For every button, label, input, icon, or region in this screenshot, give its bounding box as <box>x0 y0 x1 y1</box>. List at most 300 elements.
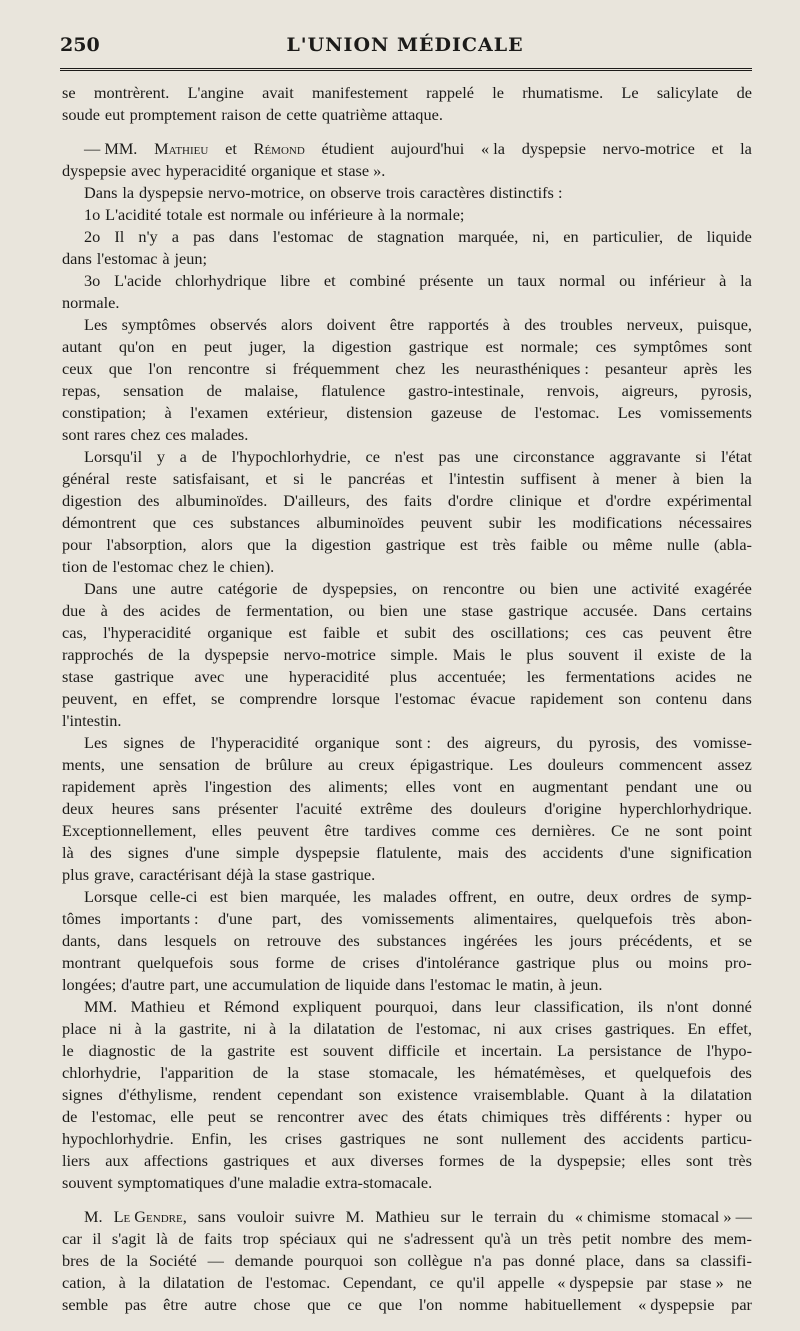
word: pas <box>438 447 461 466</box>
word: crises <box>284 1129 322 1148</box>
word: dilatation <box>690 1085 752 1104</box>
word: jeun. <box>570 975 603 994</box>
word: augmentant <box>532 777 609 796</box>
word: Le <box>621 83 639 102</box>
word: particulier, <box>592 227 664 246</box>
word: flatulence <box>321 381 386 400</box>
word: alors <box>201 535 233 554</box>
word: l'estomac, <box>415 1019 481 1038</box>
word: Rémond <box>253 139 305 158</box>
word: le <box>471 1207 484 1226</box>
word: outre, <box>536 887 575 906</box>
word: gastrite <box>227 1041 276 1060</box>
word: peut <box>203 337 232 356</box>
word: l'estomac <box>272 227 334 246</box>
word: sous <box>229 953 259 972</box>
word: neurasthéniques : <box>475 359 589 378</box>
word: vomissements <box>361 909 455 928</box>
word: se <box>738 931 752 950</box>
text-line <box>62 864 752 886</box>
word: de <box>148 645 164 664</box>
word: une <box>422 601 447 620</box>
word: d'intolérance <box>415 953 500 972</box>
word: de <box>265 105 282 124</box>
word: en <box>132 689 148 708</box>
word: une <box>132 579 156 598</box>
word: maladie <box>268 1173 321 1192</box>
text-line <box>62 1272 752 1294</box>
word: ce <box>347 1295 362 1314</box>
word: les <box>733 359 752 378</box>
word: pancréas <box>348 469 406 488</box>
word: être <box>389 315 415 334</box>
word: malaise, <box>244 381 299 400</box>
word: et <box>577 491 590 510</box>
text-line <box>62 160 752 182</box>
word: stase <box>274 865 307 884</box>
word: elles <box>640 1151 671 1170</box>
word: classifi- <box>700 1251 752 1270</box>
word: à <box>719 271 727 290</box>
word: pesanteur <box>604 359 668 378</box>
word: gastrique <box>515 953 576 972</box>
word: après <box>683 359 718 378</box>
word: démontrent <box>62 513 137 532</box>
word: l'absorption, <box>106 535 187 554</box>
word: de <box>215 601 231 620</box>
word: gastro-intestinale, <box>407 381 525 400</box>
word: aux <box>331 1151 355 1170</box>
word: de <box>234 755 251 774</box>
word: donné <box>712 997 752 1016</box>
word: aujourd'hui <box>390 139 465 158</box>
word: pendant <box>625 777 678 796</box>
word: plus <box>389 667 417 686</box>
word: MM. <box>84 997 118 1016</box>
word: juger, <box>249 337 286 356</box>
word: moins <box>668 953 709 972</box>
word: gastrique <box>385 535 446 554</box>
word: donné <box>535 1251 576 1270</box>
word: le <box>495 975 508 994</box>
word: l'intestin. <box>62 711 122 730</box>
word: là <box>156 1229 168 1248</box>
word: s'adressent <box>404 1229 474 1248</box>
word: effet, <box>718 1019 752 1038</box>
word: pro- <box>724 953 752 972</box>
word: ingérées <box>463 931 518 950</box>
text-line <box>62 798 752 820</box>
word: bien <box>695 469 724 488</box>
word: gastrique <box>114 667 174 686</box>
word: d'une <box>619 843 655 862</box>
word: ces <box>585 623 607 642</box>
word: de <box>736 83 752 102</box>
paragraph-gap <box>62 1194 752 1206</box>
word: à <box>377 205 386 224</box>
word: de <box>387 1019 403 1038</box>
word: l'estomac <box>112 557 174 576</box>
word: pyrosis, <box>588 733 640 752</box>
word: oscillations; <box>490 623 570 642</box>
word: dants, <box>62 931 101 950</box>
word: gastrique <box>508 601 568 620</box>
word: accidents <box>542 843 604 862</box>
word: et <box>421 469 433 488</box>
word: ou <box>288 205 305 224</box>
word: des <box>583 1129 606 1148</box>
word: la <box>303 337 315 356</box>
word: il <box>633 645 643 664</box>
word: « la <box>480 139 505 158</box>
word: hyperacidité <box>165 161 247 180</box>
word: hyperchlorhydrique. <box>619 799 752 818</box>
word: souvent <box>322 1041 374 1060</box>
word: satisfaisant, <box>172 469 250 488</box>
word: souvent <box>62 1173 113 1192</box>
word: rencontre <box>442 579 505 598</box>
word: les <box>457 1063 476 1082</box>
word: des <box>446 733 469 752</box>
word: Les <box>617 403 642 422</box>
word: sensation <box>159 755 220 774</box>
word: — MM. <box>84 139 138 158</box>
word: alimentaires, <box>473 909 558 928</box>
word: mener <box>615 469 657 488</box>
word: des <box>90 843 112 862</box>
word: signification <box>670 843 752 862</box>
word: substances <box>376 931 447 950</box>
word: l'état <box>720 447 752 466</box>
word: sur <box>440 1207 461 1226</box>
word: Rémond <box>223 997 280 1016</box>
word: la <box>154 1019 167 1038</box>
word: accidents <box>623 1129 684 1148</box>
word: n'est <box>394 447 424 466</box>
word: le <box>499 645 512 664</box>
word: chez <box>178 557 208 576</box>
text-line <box>62 1062 752 1084</box>
word: à <box>134 1019 142 1038</box>
word: montrant <box>62 953 121 972</box>
word: — <box>207 1251 224 1270</box>
word: inférieure <box>309 205 373 224</box>
word: être <box>727 623 752 642</box>
word: une <box>244 667 269 686</box>
word: exagérée <box>694 579 752 598</box>
word: pour <box>62 535 92 554</box>
word: autre <box>204 1295 237 1314</box>
text-line <box>62 556 752 578</box>
word: marquée, <box>458 227 519 246</box>
text-line <box>62 688 752 710</box>
word: vomisse- <box>693 733 752 752</box>
word: totale <box>166 205 203 224</box>
word: gastrique <box>408 337 469 356</box>
word: que <box>307 1295 331 1314</box>
word: catégorie <box>217 579 278 598</box>
word: très <box>728 1151 752 1170</box>
word: une <box>203 975 228 994</box>
word: nervo-motrice, <box>208 183 305 202</box>
word: évacue <box>470 689 516 708</box>
word: si <box>265 359 277 378</box>
word: suivre <box>294 1207 335 1226</box>
word: vraisemblable. <box>473 1085 569 1104</box>
word: plus <box>526 645 554 664</box>
word: nomme <box>459 1295 508 1314</box>
word: douleurs <box>547 755 604 774</box>
word: l'ingestion <box>204 777 272 796</box>
paragraph-gap <box>62 126 752 138</box>
word: Dans <box>652 601 687 620</box>
word: des <box>524 315 546 334</box>
word: Dans <box>84 183 118 202</box>
word: acides <box>159 601 201 620</box>
word: elles <box>211 821 242 840</box>
word: qui <box>346 1229 368 1248</box>
word: Les <box>84 315 108 334</box>
word: et <box>711 139 724 158</box>
word: hypochlorhydrie. <box>62 1129 174 1148</box>
word: chez <box>130 425 161 444</box>
word: à <box>268 1019 277 1038</box>
word: avec <box>131 161 161 180</box>
word: de <box>179 733 196 752</box>
word: l'hyperacidité <box>103 623 192 642</box>
word: faible <box>322 623 360 642</box>
word: dyspepsie <box>204 645 269 664</box>
word: nombre <box>621 1229 672 1248</box>
word: malades. <box>190 425 249 444</box>
word: et <box>198 997 211 1016</box>
word: l'acuité <box>295 799 343 818</box>
text-line <box>62 314 752 336</box>
text-line <box>62 402 752 424</box>
word: tion <box>62 557 88 576</box>
word: déjà <box>226 865 254 884</box>
word: des <box>452 623 475 642</box>
word: liers <box>62 1151 91 1170</box>
word: la <box>126 1251 138 1270</box>
word: elles <box>405 777 436 796</box>
word: que <box>378 1295 403 1314</box>
word: offrent, <box>448 887 497 906</box>
word: subit <box>404 623 437 642</box>
word: l'hypo- <box>706 1041 752 1060</box>
word: L'acide <box>114 271 162 290</box>
text-line <box>62 1128 752 1150</box>
word: de <box>683 887 699 906</box>
word: les <box>537 513 556 532</box>
word: être <box>163 1295 188 1314</box>
word: très <box>548 1229 572 1248</box>
word: Lorsque <box>84 887 138 906</box>
word: du <box>556 733 573 752</box>
text-line <box>62 930 752 952</box>
word: la <box>200 1041 213 1060</box>
word: la <box>138 1273 151 1292</box>
word: si <box>695 447 707 466</box>
text-line <box>62 952 752 974</box>
word: après <box>152 777 188 796</box>
word: d'ordre <box>447 491 494 510</box>
word: normal <box>559 271 606 290</box>
word: si <box>293 469 305 488</box>
word: étudient <box>321 139 374 158</box>
word: dyspepsie <box>62 161 127 180</box>
word: l'estomac, <box>91 1107 157 1126</box>
word: pas <box>502 1251 525 1270</box>
text-line <box>62 270 752 292</box>
word: La <box>557 1041 575 1060</box>
word: peuvent, <box>62 689 118 708</box>
word: y <box>156 447 165 466</box>
word: deux <box>586 887 619 906</box>
word: vont <box>452 777 482 796</box>
word: en <box>563 227 579 246</box>
word: à <box>100 601 108 620</box>
word: que <box>247 535 271 554</box>
word: et <box>265 469 278 488</box>
word: 3o <box>84 271 101 290</box>
word: libre <box>280 271 311 290</box>
word: stagnation <box>377 227 445 246</box>
word: hyperacidité <box>288 667 370 686</box>
word: aux <box>518 1019 543 1038</box>
word: normale. <box>62 293 120 312</box>
word: formes <box>438 1151 485 1170</box>
word: ou <box>735 777 752 796</box>
word: est <box>209 887 228 906</box>
word: un <box>487 271 504 290</box>
word: bien <box>550 579 579 598</box>
text-line <box>62 974 752 996</box>
word: des <box>122 601 145 620</box>
word: nécessaires <box>678 513 752 532</box>
word: diverses <box>370 1151 424 1170</box>
word: est <box>485 337 504 356</box>
word: à <box>592 469 600 488</box>
text-line <box>62 182 752 204</box>
word: ne <box>644 821 661 840</box>
word: ou <box>735 1107 752 1126</box>
word: Dans <box>84 579 118 598</box>
word: des <box>366 491 388 510</box>
word: dans <box>228 227 259 246</box>
word: gastrique. <box>311 865 376 884</box>
word: se <box>210 689 225 708</box>
word: stase <box>461 601 494 620</box>
word: la <box>122 183 135 202</box>
word: symptômes <box>633 337 708 356</box>
word: 2o <box>84 227 101 246</box>
text-line <box>62 1228 752 1250</box>
word: il <box>92 1229 102 1248</box>
word: due <box>62 601 86 620</box>
word: a <box>179 447 187 466</box>
word: M. <box>345 1207 365 1226</box>
word: plus <box>62 865 90 884</box>
word: ni, <box>532 227 550 246</box>
word: dyspepsie; <box>556 1151 626 1170</box>
word: qu'il <box>456 1273 485 1292</box>
word: des <box>504 843 527 862</box>
word: une <box>120 755 144 774</box>
word: combiné <box>349 271 406 290</box>
word: différents : <box>599 1107 671 1126</box>
word: creux <box>358 755 395 774</box>
text-line <box>62 732 752 754</box>
word: rapprochés <box>62 645 134 664</box>
word: expérimental <box>667 491 752 510</box>
word: même <box>612 535 653 554</box>
word: mais <box>457 843 489 862</box>
word: d'origine <box>544 799 602 818</box>
word: de <box>292 579 308 598</box>
word: tômes <box>62 909 101 928</box>
word: sont <box>686 1151 714 1170</box>
word: nerveux, <box>626 315 684 334</box>
word: par <box>646 1273 668 1292</box>
word: matin, <box>512 975 554 994</box>
word: à <box>502 315 511 334</box>
word: Le Gendre, <box>113 1207 187 1226</box>
word: stomacal » — <box>661 1207 752 1226</box>
word: spéciaux <box>279 1229 337 1248</box>
word: à <box>162 249 170 268</box>
word: vomissements <box>659 403 752 422</box>
word: Mathieu <box>375 1207 430 1226</box>
word: place <box>62 1019 97 1038</box>
word: général <box>62 469 110 488</box>
word: persistance <box>589 1041 662 1060</box>
word: heures <box>111 799 155 818</box>
word: de <box>347 227 364 246</box>
word: simple <box>235 843 280 862</box>
word: L'acidité <box>105 205 162 224</box>
word: ments, <box>62 755 105 774</box>
text-line <box>62 754 752 776</box>
page-header <box>60 30 750 64</box>
word: accumulation <box>232 975 320 994</box>
word: habituellement <box>524 1295 622 1314</box>
text-line <box>62 380 752 402</box>
word: activité <box>631 579 680 598</box>
word: quelquefois <box>635 1063 712 1082</box>
word: se <box>249 1107 264 1126</box>
word: collègue <box>407 1251 463 1270</box>
word: épigastrique. <box>409 755 494 774</box>
text-line <box>62 104 752 126</box>
word: cas <box>622 623 644 642</box>
word: leur <box>495 997 521 1016</box>
word: rapidement <box>530 689 604 708</box>
word: longées; <box>62 975 117 994</box>
word: dyspepsies, <box>322 579 398 598</box>
word: la <box>529 1151 542 1170</box>
word: de <box>170 1041 186 1060</box>
word: les <box>249 1129 268 1148</box>
word: autant <box>62 337 102 356</box>
word: de <box>201 447 217 466</box>
word: son <box>618 689 641 708</box>
text-line <box>62 1084 752 1106</box>
word: existe <box>657 645 696 664</box>
page-number: 250 <box>60 34 100 56</box>
word: dans <box>117 931 148 950</box>
word: trop <box>242 1229 269 1248</box>
